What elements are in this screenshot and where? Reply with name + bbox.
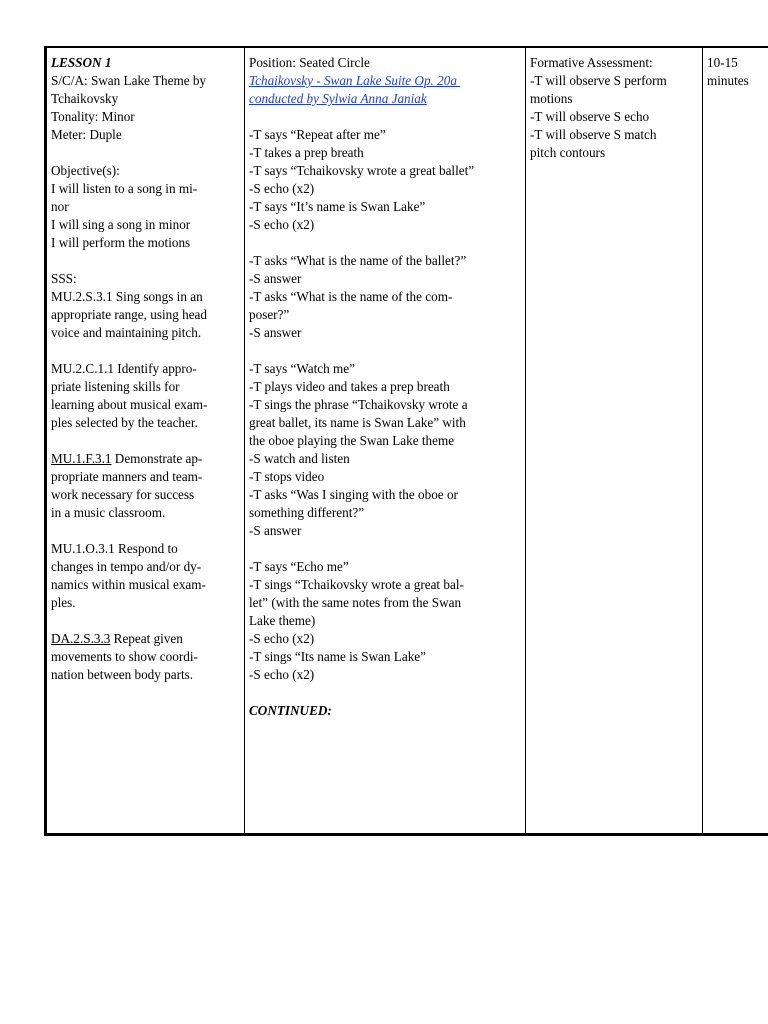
lesson-plan-table bbox=[44, 46, 768, 836]
assessment-line: motions bbox=[530, 91, 573, 106]
step-line: -T says “Repeat after me” bbox=[249, 127, 386, 142]
meter-line: Meter: Duple bbox=[51, 127, 122, 142]
objectives-heading: Objective(s): bbox=[51, 163, 120, 178]
standard-code: DA.2.S.3.3 bbox=[51, 631, 111, 646]
standard-line: priate listening skills for bbox=[51, 379, 180, 394]
continued-label: CONTINUED: bbox=[249, 703, 332, 718]
standard-line: learning about musical exam- bbox=[51, 397, 208, 412]
objective-line: I will listen to a song in mi- bbox=[51, 181, 198, 196]
assessment-cell bbox=[526, 47, 703, 835]
step-line: let” (with the same notes from the Swan bbox=[249, 595, 462, 610]
step-line: -T asks “What is the name of the com- bbox=[249, 289, 453, 304]
standard-line: appropriate range, using head bbox=[51, 307, 207, 322]
standard-line: in a music classroom. bbox=[51, 505, 166, 520]
standard-line: work necessary for success bbox=[51, 487, 195, 502]
step-line: great ballet, its name is Swan Lake” with bbox=[249, 415, 466, 430]
standard-line: voice and maintaining pitch. bbox=[51, 325, 202, 340]
step-line: -S echo (x2) bbox=[249, 181, 315, 196]
step-line: -S echo (x2) bbox=[249, 217, 315, 232]
step-line: poser?” bbox=[249, 307, 290, 322]
standard-line: nation between body parts. bbox=[51, 667, 194, 682]
standard-code: MU.1.F.3.1 bbox=[51, 451, 112, 466]
video-link[interactable]: conducted by Sylwia Anna Janiak bbox=[249, 91, 427, 106]
step-line: -S echo (x2) bbox=[249, 631, 315, 646]
step-line: -S watch and listen bbox=[249, 451, 350, 466]
procedure-cell bbox=[245, 47, 526, 835]
standard-line: namics within musical exam- bbox=[51, 577, 206, 592]
standard-text: Repeat given bbox=[110, 631, 183, 646]
assessment-line: -T will observe S echo bbox=[530, 109, 650, 124]
time-unit: minutes bbox=[707, 73, 749, 88]
lesson-info-cell bbox=[46, 47, 245, 835]
step-line: -T asks “What is the name of the ballet?” bbox=[249, 253, 467, 268]
step-line: -S answer bbox=[249, 325, 302, 340]
assessment-line: pitch contours bbox=[530, 145, 606, 160]
step-line: the oboe playing the Swan Lake theme bbox=[249, 433, 455, 448]
objective-line: nor bbox=[51, 199, 69, 214]
video-link[interactable]: Tchaikovsky - Swan Lake Suite Op. 20a bbox=[249, 73, 461, 88]
step-line: -T takes a prep breath bbox=[249, 145, 364, 160]
sss-heading: SSS: bbox=[51, 271, 77, 286]
assessment-line: -T will observe S perform bbox=[530, 73, 667, 88]
standard-line bbox=[51, 630, 240, 648]
standard-line bbox=[51, 450, 240, 468]
step-line: -S answer bbox=[249, 271, 302, 286]
objective-line: I will perform the motions bbox=[51, 235, 191, 250]
step-line: -T sings “Its name is Swan Lake” bbox=[249, 649, 427, 664]
position-line: Position: Seated Circle bbox=[249, 55, 370, 70]
step-line: Lake theme) bbox=[249, 613, 316, 628]
standard-line: MU.2.S.3.1 Sing songs in an bbox=[51, 289, 203, 304]
assessment-heading: Formative Assessment: bbox=[530, 55, 653, 70]
song-line: Tchaikovsky bbox=[51, 91, 119, 106]
time-value: 10-15 bbox=[707, 55, 738, 70]
time-cell bbox=[703, 47, 768, 835]
standard-line: changes in tempo and/or dy- bbox=[51, 559, 202, 574]
standard-line: propriate manners and team- bbox=[51, 469, 203, 484]
step-line: -T stops video bbox=[249, 469, 325, 484]
assessment-line: -T will observe S match bbox=[530, 127, 657, 142]
lesson-title: LESSON 1 bbox=[51, 55, 112, 70]
step-line: -T says “Tchaikovsky wrote a great ballet” bbox=[249, 163, 475, 178]
step-line: -T plays video and takes a prep breath bbox=[249, 379, 450, 394]
objective-line: I will sing a song in minor bbox=[51, 217, 191, 232]
step-line: -T says “Watch me” bbox=[249, 361, 355, 376]
step-line: something different?” bbox=[249, 505, 365, 520]
standard-text: Demonstrate ap- bbox=[111, 451, 203, 466]
song-line: S/C/A: Swan Lake Theme by bbox=[51, 73, 207, 88]
standard-line: ples. bbox=[51, 595, 76, 610]
lesson-row bbox=[46, 47, 768, 835]
standard-line: movements to show coordi- bbox=[51, 649, 198, 664]
standard-line: ples selected by the teacher. bbox=[51, 415, 198, 430]
tonality-line: Tonality: Minor bbox=[51, 109, 135, 124]
step-line: -T sings “Tchaikovsky wrote a great bal- bbox=[249, 577, 464, 592]
step-line: -S echo (x2) bbox=[249, 667, 315, 682]
step-line: -T asks “Was I singing with the oboe or bbox=[249, 487, 458, 502]
step-line: -T says “Echo me” bbox=[249, 559, 349, 574]
step-line: -S answer bbox=[249, 523, 302, 538]
step-line: -T sings the phrase “Tchaikovsky wrote a bbox=[249, 397, 468, 412]
standard-line: MU.2.C.1.1 Identify appro- bbox=[51, 361, 197, 376]
standard-line: MU.1.O.3.1 Respond to bbox=[51, 541, 178, 556]
step-line: -T says “It’s name is Swan Lake” bbox=[249, 199, 426, 214]
